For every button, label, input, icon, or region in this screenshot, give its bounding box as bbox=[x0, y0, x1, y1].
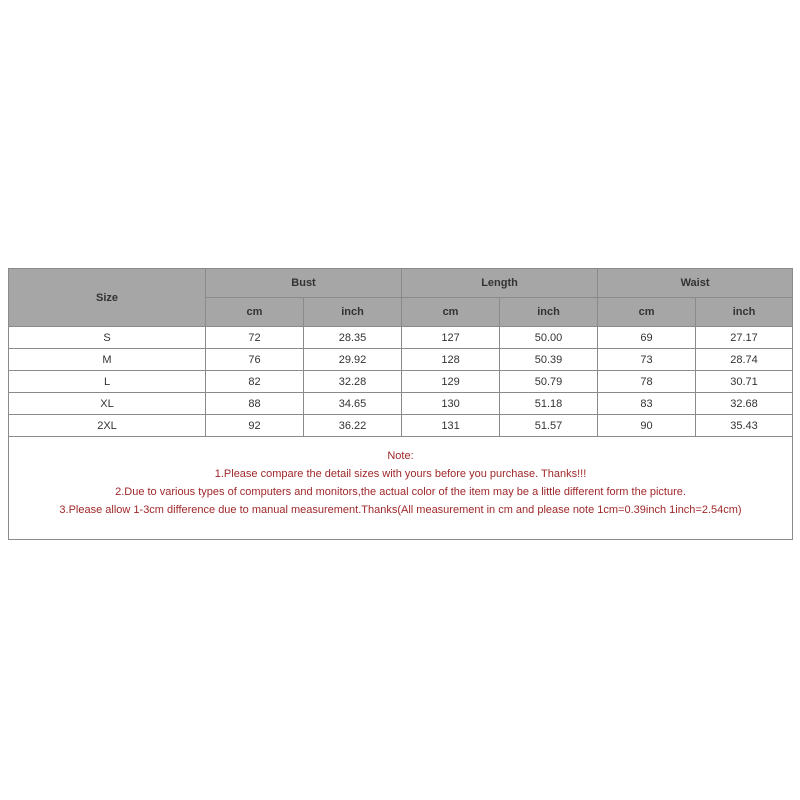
table-row bbox=[9, 349, 793, 371]
waist-inch-cell: 27.17 bbox=[696, 327, 793, 349]
table-row bbox=[9, 327, 793, 349]
waist-cm-cell: 69 bbox=[598, 327, 696, 349]
waist-inch-cell: 32.68 bbox=[696, 393, 793, 415]
waist-inch-cell: 30.71 bbox=[696, 371, 793, 393]
size-cell: XL bbox=[9, 393, 206, 415]
length-inch-cell: 50.00 bbox=[500, 327, 598, 349]
waist-inch-cell: 28.74 bbox=[696, 349, 793, 371]
length-cm-cell: 130 bbox=[402, 393, 500, 415]
size-cell: 2XL bbox=[9, 415, 206, 437]
bust-inch-cell: 29.92 bbox=[304, 349, 402, 371]
size-header: Size bbox=[9, 269, 206, 327]
note-line-2: 2.Due to various types of computers and monitors,the actual color of the item may be a little different form the picture. bbox=[115, 486, 686, 498]
bust-cm-cell: 82 bbox=[206, 371, 304, 393]
bust-inch-cell: 34.65 bbox=[304, 393, 402, 415]
table-row bbox=[9, 393, 793, 415]
note-line-1: 1.Please compare the detail sizes with yours before you purchase. Thanks!!! bbox=[214, 468, 587, 480]
note-line-3: 3.Please allow 1-3cm difference due to manual measurement.Thanks(All measurement in cm and please note 1cm=0.39inch 1inch=2.54cm) bbox=[59, 504, 742, 516]
waist-cm-cell: 73 bbox=[598, 349, 696, 371]
length-inch-cell: 51.18 bbox=[500, 393, 598, 415]
waist-inch-cell: 35.43 bbox=[696, 415, 793, 437]
table-row bbox=[9, 415, 793, 437]
size-chart-table bbox=[8, 268, 793, 540]
bust-inch-cell: 32.28 bbox=[304, 371, 402, 393]
bust-cm-header: cm bbox=[206, 298, 304, 327]
length-header: Length bbox=[402, 269, 598, 298]
length-inch-cell: 50.79 bbox=[500, 371, 598, 393]
length-inch-cell: 50.39 bbox=[500, 349, 598, 371]
waist-cm-cell: 90 bbox=[598, 415, 696, 437]
length-cm-header: cm bbox=[402, 298, 500, 327]
length-inch-cell: 51.57 bbox=[500, 415, 598, 437]
waist-cm-cell: 78 bbox=[598, 371, 696, 393]
note-title: Note: bbox=[387, 450, 414, 462]
waist-cm-cell: 83 bbox=[598, 393, 696, 415]
bust-cm-cell: 72 bbox=[206, 327, 304, 349]
length-cm-cell: 127 bbox=[402, 327, 500, 349]
size-cell: L bbox=[9, 371, 206, 393]
length-cm-cell: 129 bbox=[402, 371, 500, 393]
size-cell: S bbox=[9, 327, 206, 349]
length-cm-cell: 131 bbox=[402, 415, 500, 437]
length-cm-cell: 128 bbox=[402, 349, 500, 371]
bust-header: Bust bbox=[206, 269, 402, 298]
bust-inch-header: inch bbox=[304, 298, 402, 327]
bust-cm-cell: 92 bbox=[206, 415, 304, 437]
notes-row bbox=[9, 437, 793, 540]
table-row bbox=[9, 371, 793, 393]
bust-inch-cell: 28.35 bbox=[304, 327, 402, 349]
waist-header: Waist bbox=[598, 269, 793, 298]
header-row-groups bbox=[9, 269, 793, 298]
bust-cm-cell: 88 bbox=[206, 393, 304, 415]
waist-inch-header: inch bbox=[696, 298, 793, 327]
notes-cell bbox=[9, 437, 793, 540]
bust-cm-cell: 76 bbox=[206, 349, 304, 371]
bust-inch-cell: 36.22 bbox=[304, 415, 402, 437]
length-inch-header: inch bbox=[500, 298, 598, 327]
waist-cm-header: cm bbox=[598, 298, 696, 327]
size-cell: M bbox=[9, 349, 206, 371]
